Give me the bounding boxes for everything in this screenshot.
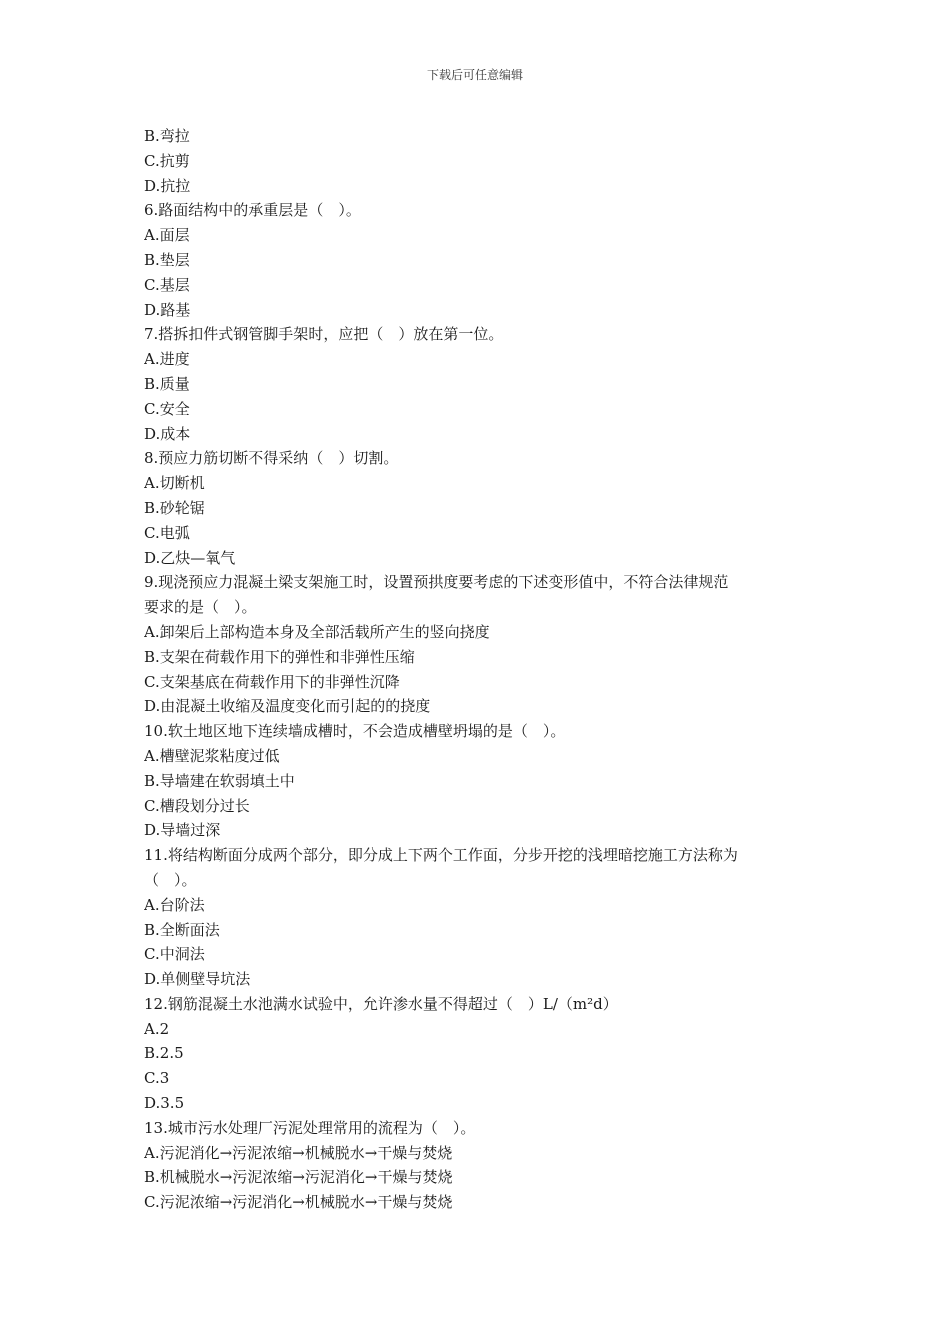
option-line: A.槽壁泥浆粘度过低 [144, 746, 280, 765]
option-line: A.进度 [144, 350, 190, 369]
question-line-continued: （ ）。 [144, 870, 197, 889]
option-line: B.全断面法 [144, 920, 220, 939]
option-line: B.砂轮锯 [144, 498, 205, 517]
option-line: A.卸架后上部构造本身及全部活载所产生的竖向挠度 [144, 622, 490, 641]
option-line: A.台阶法 [144, 895, 205, 914]
option-line: A.2 [144, 1019, 170, 1038]
option-line: D.由混凝土收缩及温度变化而引起的的挠度 [144, 697, 431, 716]
option-line: C.基层 [144, 275, 190, 294]
option-line: D.单侧壁导坑法 [144, 970, 251, 989]
option-line: C.槽段划分过长 [144, 796, 250, 815]
text-line: B.弯拉 [144, 127, 190, 145]
option-line: D.成本 [144, 424, 191, 443]
option-line: A.切断机 [144, 474, 205, 493]
option-line: B.质量 [144, 374, 190, 393]
option-line: B.导墙建在软弱填土中 [144, 771, 295, 790]
question-line: 7.搭拆扣件式钢管脚手架时，应把（ ）放在第一位。 [144, 325, 504, 344]
option-line: C.3 [144, 1069, 170, 1088]
option-line: B.垫层 [144, 250, 190, 269]
question-line: 13.城市污水处理厂污泥处理常用的流程为（ ）。 [144, 1118, 476, 1137]
question-line: 11.将结构断面分成两个部分，即分成上下两个工作面，分步开挖的浅埋暗挖施工方法称为 [144, 846, 738, 865]
option-line: C.支架基底在荷载作用下的非弹性沉降 [144, 672, 400, 691]
text-line: D.抗拉 [144, 176, 191, 195]
option-line: A.面层 [144, 226, 190, 245]
option-line: A.污泥消化→污泥浓缩→机械脱水→干燥与焚烧 [144, 1143, 453, 1162]
option-line: B.2.5 [144, 1044, 184, 1063]
option-line: D.路基 [144, 300, 191, 319]
question-line-continued: 要求的是（ ）。 [144, 598, 257, 617]
question-line: 12.钢筋混凝土水池满水试验中，允许渗水量不得超过（ ）L/（m²d） [144, 994, 618, 1013]
option-line: D.3.5 [144, 1094, 185, 1113]
question-line: 6.路面结构中的承重层是（ ）。 [144, 201, 361, 220]
question-line: 9.现浇预应力混凝土梁支架施工时，设置预拱度要考虑的下述变形值中，不符合法律规范 [144, 573, 729, 592]
document-body [144, 124, 812, 1215]
option-line: B.支架在荷载作用下的弹性和非弹性压缩 [144, 647, 415, 666]
option-line: C.污泥浓缩→污泥消化→机械脱水→干燥与焚烧 [144, 1193, 453, 1212]
option-line: D.乙炔—氧气 [144, 548, 236, 567]
option-line: B.机械脱水→污泥浓缩→污泥消化→干燥与焚烧 [144, 1168, 453, 1187]
option-line: C.安全 [144, 399, 190, 418]
option-line: C.电弧 [144, 523, 190, 542]
question-line: 8.预应力筋切断不得采纳（ ）切割。 [144, 449, 399, 468]
question-line: 10.软土地区地下连续墙成槽时，不会造成槽壁坍塌的是（ ）。 [144, 722, 566, 741]
page-header: 下载后可任意编辑 [426, 68, 523, 82]
option-line: D.导墙过深 [144, 821, 221, 840]
text-line: C.抗剪 [144, 151, 190, 170]
option-line: C.中洞法 [144, 945, 205, 964]
